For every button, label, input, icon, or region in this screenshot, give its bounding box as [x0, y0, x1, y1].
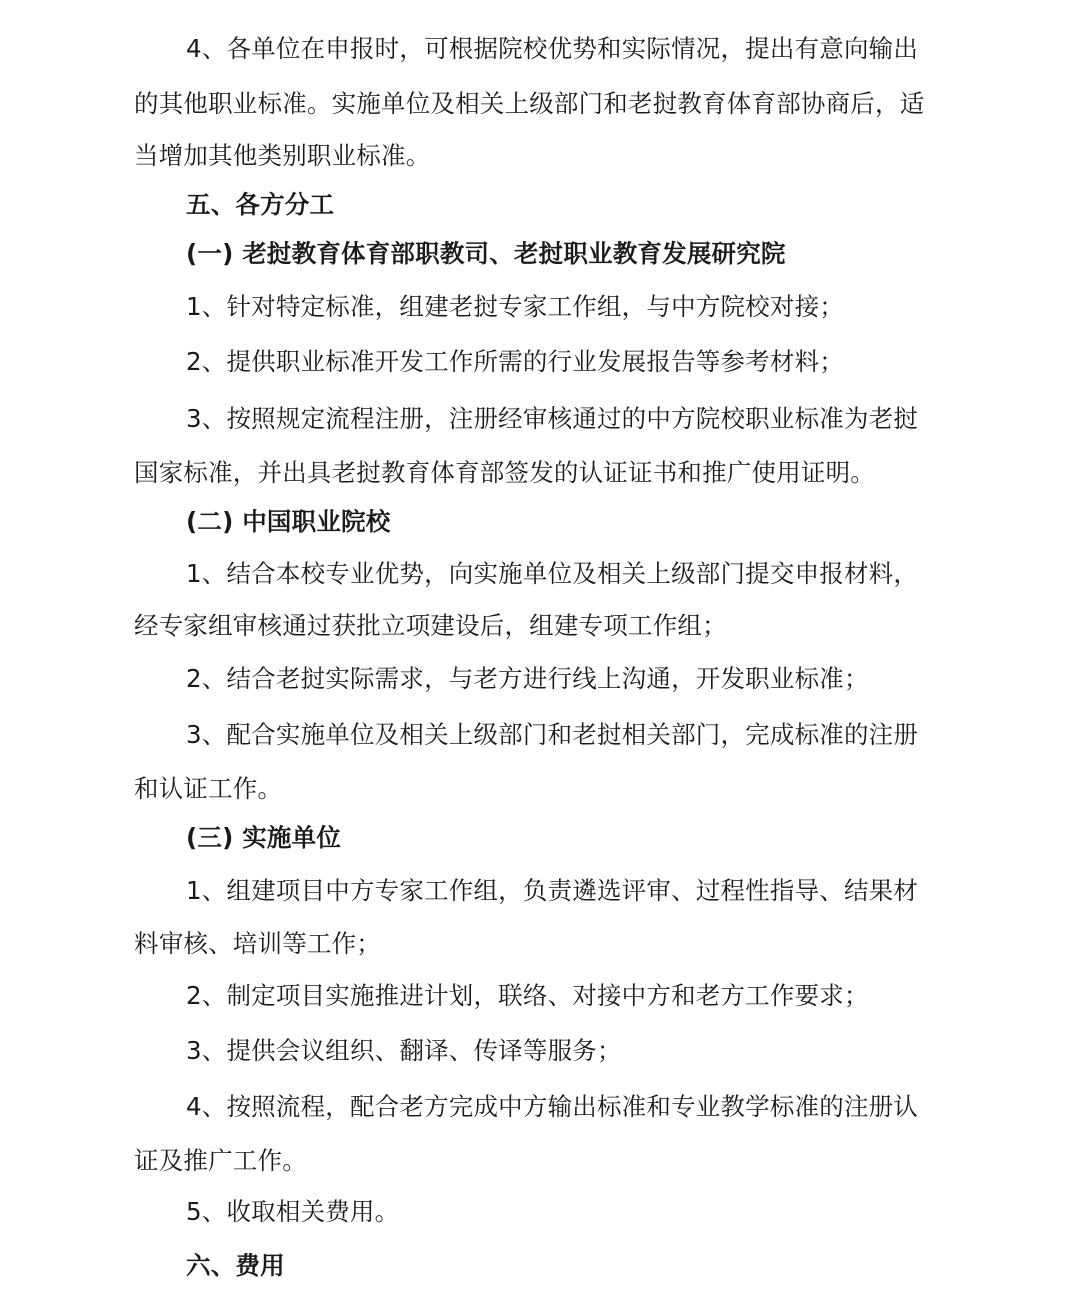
paragraph-line: 1、组建项目中方专家工作组，负责遴选评审、过程性指导、结果材	[186, 876, 919, 905]
paragraph-line: 1、结合本校专业优势，向实施单位及相关上级部门提交申报材料，	[186, 559, 919, 588]
paragraph-line: 3、按照规定流程注册，注册经审核通过的中方院校职业标准为老挝	[186, 404, 919, 433]
paragraph-line: 的其他职业标准。实施单位及相关上级部门和老挝教育体育部协商后，适	[134, 89, 925, 118]
section-heading: 六、费用	[186, 1251, 285, 1280]
paragraph-line: 证及推广工作。	[134, 1146, 307, 1175]
paragraph-line: 5、收取相关费用。	[186, 1197, 400, 1226]
paragraph-line: 3、配合实施单位及相关上级部门和老挝相关部门，完成标准的注册	[186, 720, 919, 749]
paragraph-line: 2、结合老挝实际需求，与老方进行线上沟通，开发职业标准；	[186, 664, 869, 693]
paragraph-line: 1、针对特定标准，组建老挝专家工作组，与中方院校对接；	[186, 292, 844, 321]
paragraph-line: 3、提供会议组织、翻译、传译等服务；	[186, 1036, 622, 1065]
subsection-heading: (一) 老挝教育体育部职教司、老挝职业教育发展研究院	[186, 239, 786, 268]
paragraph-line: 国家标准，并出具老挝教育体育部签发的认证证书和推广使用证明。	[134, 458, 875, 487]
paragraph-line: 4、各单位在申报时，可根据院校优势和实际情况，提出有意向输出	[186, 34, 919, 63]
paragraph-line: 2、制定项目实施推进计划，联络、对接中方和老方工作要求；	[186, 981, 869, 1010]
paragraph-line: 4、按照流程，配合老方完成中方输出标准和专业教学标准的注册认	[186, 1092, 919, 1121]
subsection-heading: (三) 实施单位	[186, 823, 342, 852]
subsection-heading: (二) 中国职业院校	[186, 507, 391, 536]
paragraph-line: 和认证工作。	[134, 774, 283, 803]
section-heading: 五、各方分工	[186, 190, 335, 219]
paragraph-line: 当增加其他类别职业标准。	[134, 141, 431, 170]
paragraph-line: 料审核、培训等工作；	[134, 929, 381, 958]
paragraph-line: 2、提供职业标准开发工作所需的行业发展报告等参考材料；	[186, 347, 844, 376]
paragraph-line: 经专家组审核通过获批立项建设后，组建专项工作组；	[134, 611, 727, 640]
